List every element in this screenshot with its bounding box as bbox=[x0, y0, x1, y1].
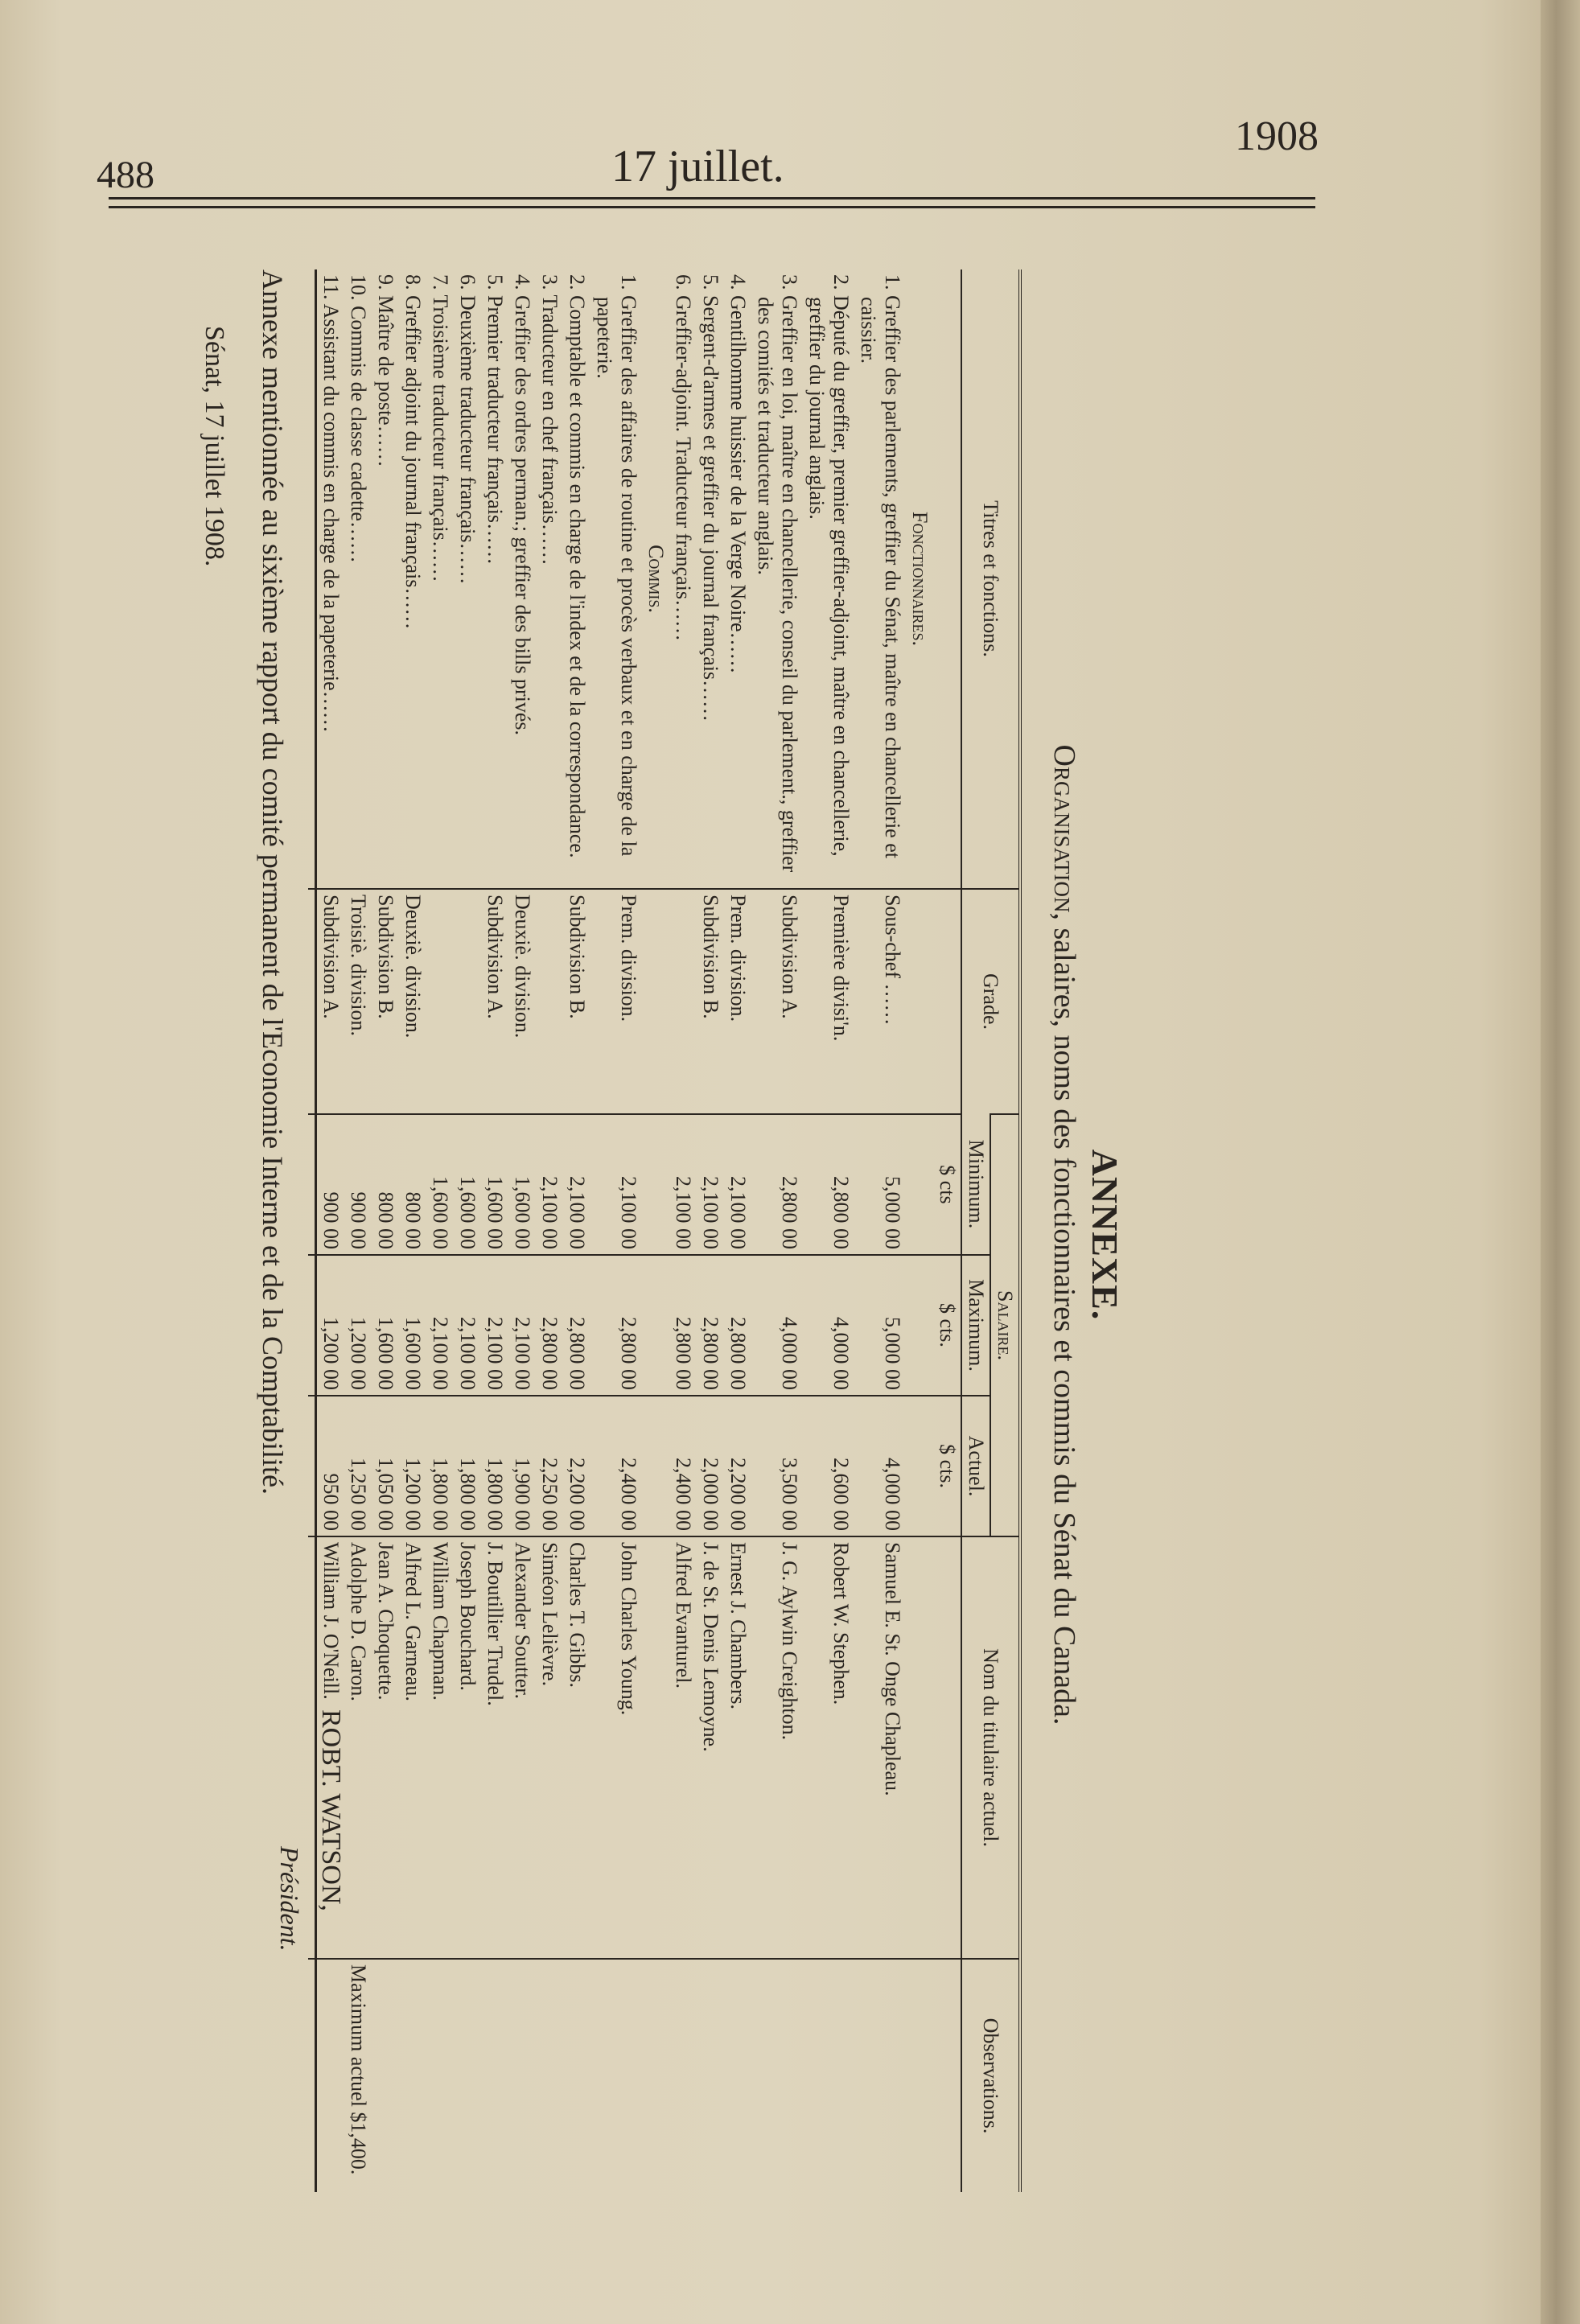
minimum-cell: 2,100 00 bbox=[669, 1114, 697, 1255]
table-row bbox=[454, 269, 481, 2192]
minimum-cell: 1,600 00 bbox=[481, 1114, 508, 1255]
rule-cell bbox=[308, 1114, 316, 1255]
table-row bbox=[803, 269, 854, 2192]
title-cell: 2. Député du greffier, premier greffier-adjoint, maître en chancellerie, greffier du journal anglais. bbox=[805, 274, 853, 857]
annex-title: ANNEXE. bbox=[1084, 1149, 1125, 1321]
holder-cell: Jean A. Choquette. bbox=[372, 1536, 399, 1959]
table-row bbox=[399, 269, 426, 2192]
empty-cell bbox=[642, 1536, 669, 1959]
rule-cell bbox=[308, 1255, 316, 1396]
minimum-cell: 2,100 00 bbox=[590, 1114, 642, 1255]
minimum-cell: 2,100 00 bbox=[697, 1114, 724, 1255]
holder-cell: William Chapman. bbox=[426, 1536, 454, 1959]
observations-cell bbox=[426, 1959, 454, 2192]
empty-cell bbox=[642, 1396, 669, 1536]
maximum-cell: 4,000 00 bbox=[751, 1255, 803, 1396]
holder-cell: J. de St. Denis Lemoyne. bbox=[697, 1536, 724, 1959]
actual-cell: 2,200 00 bbox=[563, 1396, 590, 1536]
grade-cell: Sous-chef …… bbox=[854, 889, 906, 1114]
header-actual: Actuel. bbox=[961, 1396, 990, 1536]
empty-cell bbox=[642, 1959, 669, 2192]
title-cell: 3. Greffier en loi, maître en chancellerie, conseil du parlement., greffier des comités et traducteur anglais. bbox=[754, 274, 801, 873]
grade-cell: Subdivision B. bbox=[563, 889, 590, 1114]
observations-cell bbox=[803, 1959, 854, 2192]
header-maximum: Maximum. bbox=[961, 1255, 990, 1396]
actual-cell: 950 00 bbox=[316, 1396, 345, 1536]
maximum-cell: 1,600 00 bbox=[399, 1255, 426, 1396]
maximum-cell: 2,100 00 bbox=[508, 1255, 536, 1396]
title-cell: 5. Premier traducteur français…… bbox=[483, 274, 507, 565]
table-row bbox=[697, 269, 724, 2192]
observations-cell bbox=[454, 1959, 481, 2192]
actual-cell: 1,050 00 bbox=[372, 1396, 399, 1536]
maximum-cell: 2,100 00 bbox=[481, 1255, 508, 1396]
header-grade: Grade. bbox=[961, 889, 1020, 1114]
empty-cell bbox=[933, 1959, 961, 2192]
observations-cell bbox=[372, 1959, 399, 2192]
header-titles: Titres et fonctions. bbox=[961, 269, 1020, 889]
observations-cell bbox=[669, 1959, 697, 2192]
maximum-cell: 2,100 00 bbox=[426, 1255, 454, 1396]
annex-note: Annexe mentionnée au sixième rapport du comité permanent de l'Economie Interne et de la Comptabilité. bbox=[257, 269, 289, 1495]
title-cell: 5. Sergent-d'armes et greffier du journal français…… bbox=[699, 274, 722, 722]
section-row bbox=[906, 269, 933, 2192]
signature-role: Président. bbox=[275, 1846, 304, 1952]
holder-cell: William J. O'Neill. bbox=[316, 1536, 345, 1959]
unit-minimum: $ cts bbox=[933, 1114, 961, 1255]
observations-cell bbox=[316, 1959, 345, 2192]
actual-cell: 1,900 00 bbox=[508, 1396, 536, 1536]
holder-cell: J. Boutillier Trudel. bbox=[481, 1536, 508, 1959]
table-row bbox=[724, 269, 751, 2192]
actual-cell: 2,400 00 bbox=[669, 1396, 697, 1536]
minimum-cell: 1,600 00 bbox=[508, 1114, 536, 1255]
holder-cell: Alfred L. Garneau. bbox=[399, 1536, 426, 1959]
maximum-cell: 1,200 00 bbox=[316, 1255, 345, 1396]
maximum-cell: 2,800 00 bbox=[697, 1255, 724, 1396]
place-date: Sénat, 17 juillet 1908. bbox=[200, 326, 229, 567]
observations-cell bbox=[399, 1959, 426, 2192]
empty-cell bbox=[906, 1959, 933, 2192]
title-cell: 11. Assistant du commis en charge de la papeterie…… bbox=[319, 274, 343, 733]
title-cell: 2. Comptable et commis en charge de l'index et de la correspondance. bbox=[566, 274, 589, 858]
observations-cell bbox=[536, 1959, 563, 2192]
table-row bbox=[563, 269, 590, 2192]
rule-cell bbox=[308, 1396, 316, 1536]
rotated-annex bbox=[157, 245, 1183, 2224]
observations-cell: Maximum actuel $1,400. bbox=[344, 1959, 372, 2192]
grade-cell bbox=[426, 889, 454, 1114]
title-cell: 8. Greffier adjoint du journal français…… bbox=[401, 274, 425, 630]
holder-cell: Ernest J. Chambers. bbox=[724, 1536, 751, 1959]
actual-cell: 3,500 00 bbox=[751, 1396, 803, 1536]
title-cell: 3. Traducteur en chef français…… bbox=[538, 274, 562, 566]
table-row bbox=[481, 269, 508, 2192]
title-cell: 6. Greffier-adjoint. Traducteur français…… bbox=[672, 274, 695, 642]
empty-cell bbox=[642, 889, 669, 1114]
annex-subtitle bbox=[1047, 245, 1082, 2224]
grade-cell bbox=[669, 889, 697, 1114]
minimum-cell: 2,100 00 bbox=[724, 1114, 751, 1255]
observations-cell bbox=[751, 1959, 803, 2192]
grade-cell: Subdivision A. bbox=[751, 889, 803, 1114]
actual-cell: 2,250 00 bbox=[536, 1396, 563, 1536]
title-cell: 1. Greffier des affaires de routine et procès verbaux et en charge de la papeterie. bbox=[593, 274, 640, 857]
holder-cell: Adolphe D. Caron. bbox=[344, 1536, 372, 1959]
title-cell: 4. Greffier des ordres perman.; greffier des bills privés. bbox=[511, 274, 534, 736]
maximum-cell: 2,800 00 bbox=[724, 1255, 751, 1396]
table-row bbox=[669, 269, 697, 2192]
maximum-cell: 2,100 00 bbox=[454, 1255, 481, 1396]
header-salary: Salaire. bbox=[990, 1114, 1020, 1536]
section-row bbox=[642, 269, 669, 2192]
holder-cell: Alexander Soutter. bbox=[508, 1536, 536, 1959]
minimum-cell: 900 00 bbox=[344, 1114, 372, 1255]
minimum-cell: 900 00 bbox=[316, 1114, 345, 1255]
actual-cell: 2,600 00 bbox=[803, 1396, 854, 1536]
header-observations: Observations. bbox=[961, 1959, 1020, 2192]
header-holder: Nom du titulaire actuel. bbox=[961, 1536, 1020, 1959]
title-cell: 9. Maître de poste…… bbox=[374, 274, 397, 467]
minimum-cell: 2,800 00 bbox=[751, 1114, 803, 1255]
table-row bbox=[751, 269, 803, 2192]
empty-cell bbox=[933, 889, 961, 1114]
running-year: 1908 bbox=[1235, 113, 1319, 159]
holder-cell: Alfred Evanturel. bbox=[669, 1536, 697, 1959]
observations-cell bbox=[697, 1959, 724, 2192]
table-row bbox=[508, 269, 536, 2192]
grade-cell: Prem. division. bbox=[590, 889, 642, 1114]
holder-cell: Robert W. Stephen. bbox=[803, 1536, 854, 1959]
holder-cell: J. G. Aylwin Creighton. bbox=[751, 1536, 803, 1959]
subtitle-rest: , salaires, noms des fonctionnaires et commis du Sénat du Canada. bbox=[1047, 912, 1081, 1726]
observations-cell bbox=[563, 1959, 590, 2192]
empty-cell bbox=[906, 889, 933, 1114]
header-minimum: Minimum. bbox=[961, 1114, 990, 1255]
section-label: Fonctionnaires. bbox=[908, 512, 932, 646]
table-row bbox=[372, 269, 399, 2192]
salary-table bbox=[308, 269, 1022, 2192]
observations-cell bbox=[508, 1959, 536, 2192]
empty-cell bbox=[642, 1255, 669, 1396]
actual-cell: 1,800 00 bbox=[426, 1396, 454, 1536]
maximum-cell: 2,800 00 bbox=[590, 1255, 642, 1396]
minimum-cell: 2,800 00 bbox=[803, 1114, 854, 1255]
grade-cell bbox=[536, 889, 563, 1114]
actual-cell: 1,250 00 bbox=[344, 1396, 372, 1536]
minimum-cell: 800 00 bbox=[372, 1114, 399, 1255]
observations-cell bbox=[481, 1959, 508, 2192]
rule-cell bbox=[308, 1959, 316, 2192]
grade-cell: Subdivision A. bbox=[316, 889, 345, 1114]
header-rule-top bbox=[109, 197, 1315, 199]
grade-cell: Subdivision B. bbox=[372, 889, 399, 1114]
maximum-cell: 1,600 00 bbox=[372, 1255, 399, 1396]
minimum-cell: 2,100 00 bbox=[536, 1114, 563, 1255]
grade-cell bbox=[454, 889, 481, 1114]
empty-cell bbox=[906, 1255, 933, 1396]
maximum-cell: 1,200 00 bbox=[344, 1255, 372, 1396]
table-row bbox=[590, 269, 642, 2192]
minimum-cell: 1,600 00 bbox=[426, 1114, 454, 1255]
table-row bbox=[854, 269, 906, 2192]
holder-cell: Siméon Lelièvre. bbox=[536, 1536, 563, 1959]
grade-cell: Prem. division. bbox=[724, 889, 751, 1114]
actual-cell: 1,800 00 bbox=[454, 1396, 481, 1536]
unit-maximum: $ cts. bbox=[933, 1255, 961, 1396]
table-row bbox=[426, 269, 454, 2192]
running-date: 17 juillet. bbox=[611, 142, 784, 191]
minimum-cell: 5,000 00 bbox=[854, 1114, 906, 1255]
actual-cell: 2,000 00 bbox=[697, 1396, 724, 1536]
actual-cell: 2,200 00 bbox=[724, 1396, 751, 1536]
minimum-cell: 2,100 00 bbox=[563, 1114, 590, 1255]
empty-cell bbox=[933, 1536, 961, 1959]
observations-cell bbox=[590, 1959, 642, 2192]
grade-cell: Deuxiè. division. bbox=[399, 889, 426, 1114]
holder-cell: Samuel E. St. Onge Chapleau. bbox=[854, 1536, 906, 1959]
maximum-cell: 2,800 00 bbox=[563, 1255, 590, 1396]
page-edge bbox=[1541, 0, 1580, 2324]
grade-cell: Subdivision B. bbox=[697, 889, 724, 1114]
section-label: Commis. bbox=[644, 545, 668, 613]
maximum-cell: 4,000 00 bbox=[803, 1255, 854, 1396]
maximum-cell: 5,000 00 bbox=[854, 1255, 906, 1396]
signature: ROBT. WATSON, bbox=[316, 1709, 346, 1911]
observations-cell bbox=[854, 1959, 906, 2192]
table-row bbox=[344, 269, 372, 2192]
holder-cell: Joseph Bouchard. bbox=[454, 1536, 481, 1959]
page-number: 488 bbox=[97, 154, 154, 196]
rule-cell bbox=[308, 269, 316, 889]
empty-cell bbox=[906, 1114, 933, 1255]
grade-cell: Troisiè. division. bbox=[344, 889, 372, 1114]
grade-cell: Première divisi'n. bbox=[803, 889, 854, 1114]
actual-cell: 1,200 00 bbox=[399, 1396, 426, 1536]
actual-cell: 4,000 00 bbox=[854, 1396, 906, 1536]
empty-cell bbox=[906, 1536, 933, 1959]
subtitle-smallcaps: Organisation bbox=[1047, 744, 1081, 913]
title-cell: 4. Gentilhomme huissier de la Verge Noire…… bbox=[726, 274, 750, 674]
actual-cell: 1,800 00 bbox=[481, 1396, 508, 1536]
observations-cell bbox=[724, 1959, 751, 2192]
empty-cell bbox=[642, 1114, 669, 1255]
maximum-cell: 2,800 00 bbox=[536, 1255, 563, 1396]
grade-cell: Deuxiè. division. bbox=[508, 889, 536, 1114]
title-cell: 6. Deuxième traducteur français…… bbox=[456, 274, 479, 585]
holder-cell: John Charles Young. bbox=[590, 1536, 642, 1959]
minimum-cell: 800 00 bbox=[399, 1114, 426, 1255]
actual-cell: 2,400 00 bbox=[590, 1396, 642, 1536]
grade-cell: Subdivision A. bbox=[481, 889, 508, 1114]
title-cell: 10. Commis de classe cadette…… bbox=[347, 274, 370, 563]
table-body bbox=[308, 269, 961, 2192]
empty-cell bbox=[933, 269, 961, 889]
unit-actual: $ cts. bbox=[933, 1396, 961, 1536]
holder-cell: Charles T. Gibbs. bbox=[563, 1536, 590, 1959]
title-cell: 7. Troisième traducteur français…… bbox=[429, 274, 452, 582]
title-cell: 1. Greffier des parlements, greffier du Sénat, maître en chancellerie et caissier. bbox=[857, 274, 904, 858]
rule-cell bbox=[308, 889, 316, 1114]
header-rule-bottom bbox=[109, 206, 1315, 208]
units-row bbox=[933, 269, 961, 2192]
maximum-cell: 2,800 00 bbox=[669, 1255, 697, 1396]
empty-cell bbox=[906, 1396, 933, 1536]
table-row bbox=[536, 269, 563, 2192]
minimum-cell: 1,600 00 bbox=[454, 1114, 481, 1255]
